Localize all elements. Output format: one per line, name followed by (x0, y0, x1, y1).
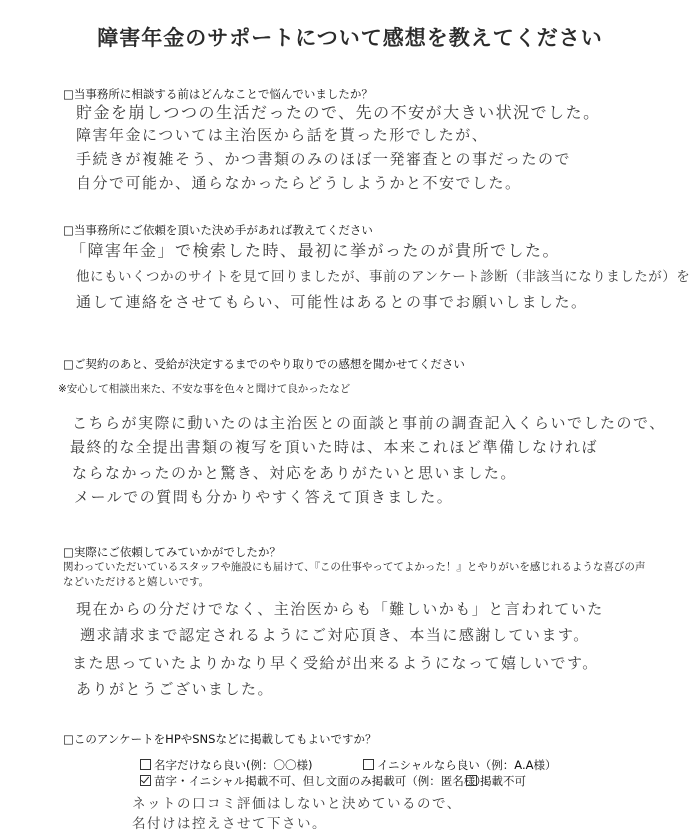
answer-1-line-3: 手続きが複雑そう、かつ書類のみのほぼ一発審査との事だったので (76, 150, 572, 168)
consent-question: □このアンケートをHPやSNSなどに掲載してもよいですか？ (63, 732, 377, 746)
question-1: □当事務所に相談する前はどんなことで悩んでいましたか？ (63, 87, 373, 101)
answer-3-line-2: 最終的な全提出書類の複写を頂いた時は、本来これほど準備しなければ (70, 438, 599, 456)
answer-2-line-2: 他にもいくつかのサイトを見て回りましたが、事前のアンケート診断（非該当になりましたが）を (76, 269, 691, 285)
answer-4-line-2: 遡求請求まで認定されるようにご対応頂き、本当に感謝しています。 (80, 626, 590, 644)
consent-answer-line-2: 名付けは控えさせて下さい。 (132, 816, 327, 832)
answer-1-line-1: 貯金を崩しつつの生活だったので、先の不安が大きい状況でした。 (76, 103, 601, 122)
answer-3-line-1: こちらが実際に動いたのは主治医との面談と事前の調査記入くらいでしたので、 (72, 414, 666, 432)
answer-4-line-4: ありがとうございました。 (76, 680, 275, 698)
checkbox-icon[interactable] (466, 775, 477, 786)
question-4: □実際にご依頼してみていかがでしたか？ (63, 545, 281, 559)
answer-3-line-3: ならなかったのかと驚き、対応をありがたいと思いました。 (72, 464, 517, 482)
question-2: □当事務所にご依頼を頂いた決め手があれば教えてください (63, 223, 373, 237)
consent-option-surname[interactable]: 名字だけなら良い(例：〇〇様) (140, 757, 312, 773)
consent-answer-line-1: ネットの口コミ評価はしないと決めているので、 (132, 796, 462, 812)
question-3: □ご契約のあと、受給が決定するまでのやり取りでの感想を聞かせてください (63, 357, 465, 371)
answer-2-line-1: 「障害年金」で検索した時、最初に挙がったのが貴所でした。 (70, 241, 561, 260)
page-title: 障害年金のサポートについて感想を教えてください (97, 26, 603, 50)
consent-option-text-only[interactable]: 苗字・イニシャル掲載不可、但し文面のみ掲載可（例：匿名様） (140, 773, 487, 789)
checkbox-icon[interactable] (363, 759, 374, 770)
note-3: ※安心して相談出来た、不安な事を色々と聞けて良かったなど (58, 383, 351, 395)
consent-option-initials[interactable]: イニシャルなら良い（例：A.A様） (363, 757, 557, 773)
answer-3-line-4: メールでの質問も分かりやすく答えて頂きました。 (74, 488, 454, 506)
answer-4-line-3: また思っていたよりかなり早く受給が出来るようになって嬉しいです。 (72, 654, 599, 672)
answer-1-line-2: 障害年金については主治医から話を貰った形でしたが、 (76, 126, 489, 144)
note-4: 関わっていただいているスタッフや施設にも届けて、『この仕事やっててよかった！』とやりがいを感じれるような喜びの声などいただけると嬉しいです。 (63, 561, 646, 588)
checkbox-icon[interactable] (140, 759, 151, 770)
answer-4-line-1: 現在からの分だけでなく、主治医からも「難しいかも」と言われていた (76, 600, 604, 618)
answer-1-line-4: 自分で可能か、通らなかったらどうしようかと不安でした。 (76, 174, 522, 192)
checked-checkbox-icon[interactable] (140, 775, 151, 786)
consent-option-no-publish[interactable]: 掲載不可 (466, 773, 526, 789)
answer-2-line-3: 通して連絡をさせてもらい、可能性はあるとの事でお願いしました。 (76, 293, 588, 311)
